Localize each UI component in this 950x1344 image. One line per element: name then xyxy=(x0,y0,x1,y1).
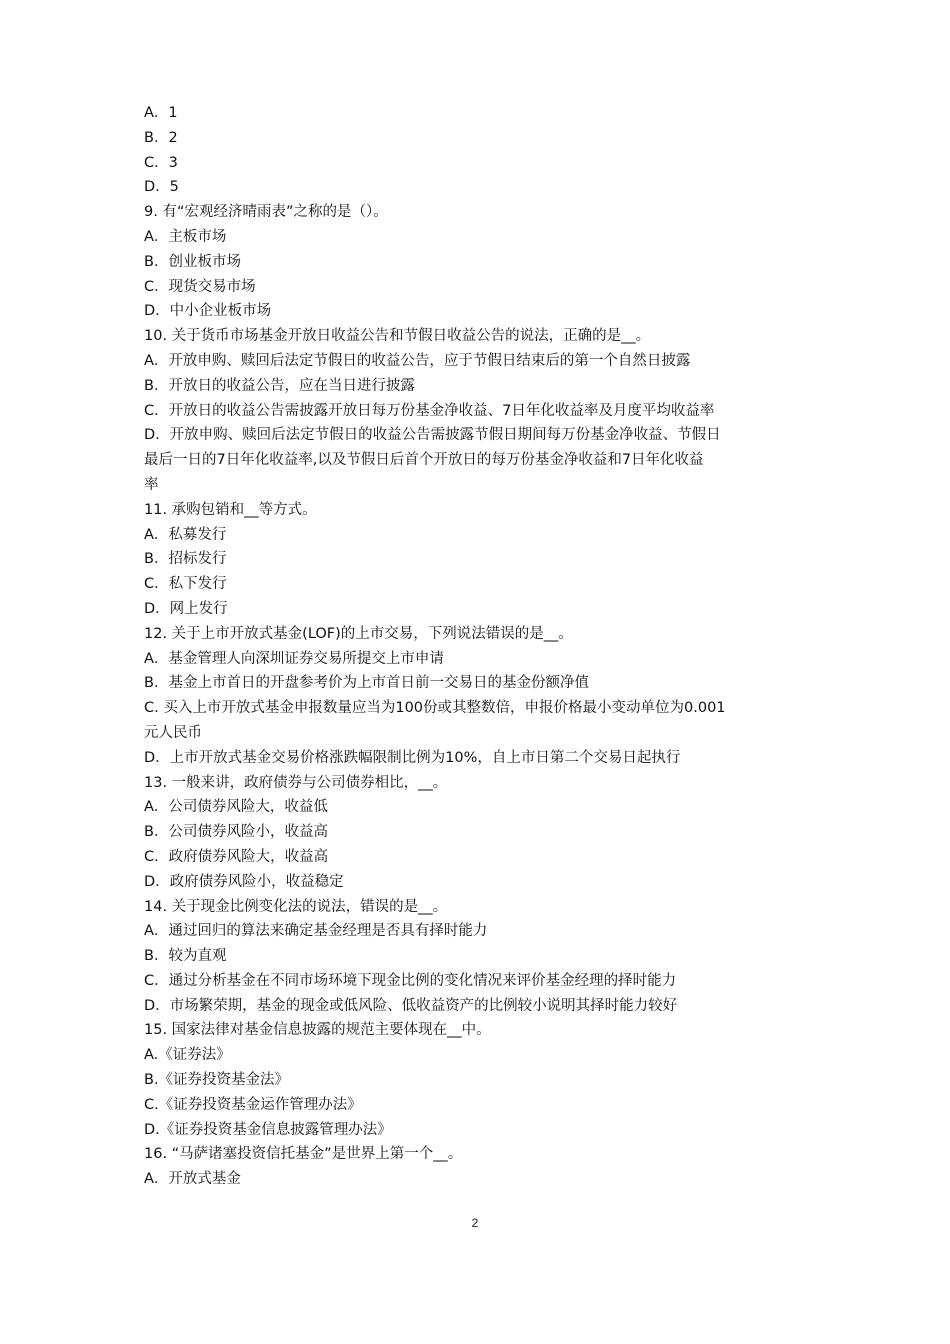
text-line: 10. 关于货币市场基金开放日收益公告和节假日收益公告的说法，正确的是__。 xyxy=(144,328,651,345)
text-line: B.《证券投资基金法》 xyxy=(144,1072,290,1089)
text-line: D．政府债券风险小，收益稳定 xyxy=(144,873,344,890)
text-line: A．通过回归的算法来确定基金经理是否具有择时能力 xyxy=(144,923,488,940)
text-line: B．2 xyxy=(144,129,178,146)
text-line: 12. 关于上市开放式基金(LOF)的上市交易，下列说法错误的是__。 xyxy=(144,625,573,642)
text-line: D.《证券投资基金信息披露管理办法》 xyxy=(144,1121,392,1138)
document-body xyxy=(144,101,812,1192)
text-line: C. 买入上市开放式基金申报数量应当为100份或其整数倍，申报价格最小变动单位为0.001 xyxy=(144,700,726,717)
text-line: A．开放申购、赎回后法定节假日的收益公告，应于节假日结束后的第一个自然日披露 xyxy=(144,352,691,369)
text-line: C．开放日的收益公告需披露开放日每万份基金净收益、7日年化收益率及月度平均收益率 xyxy=(144,402,715,419)
text-line: A．开放式基金 xyxy=(144,1171,241,1188)
text-line: 13. 一般来讲，政府债券与公司债券相比，__。 xyxy=(144,774,448,791)
text-line: D．网上发行 xyxy=(144,600,228,617)
text-line: 16. “马萨诸塞投资信托基金”是世界上第一个__。 xyxy=(144,1146,463,1163)
text-line: 11. 承购包销和__等方式。 xyxy=(144,501,317,518)
text-line: D．市场繁荣期，基金的现金或低风险、低收益资产的比例较小说明其择时能力较好 xyxy=(144,997,678,1014)
text-line: B．基金上市首日的开盘参考价为上市首日前一交易日的基金份额净值 xyxy=(144,675,589,692)
text-line: C．现货交易市场 xyxy=(144,278,256,295)
text-line: 元人民币 xyxy=(144,724,202,741)
text-line: C.《证券投资基金运作管理办法》 xyxy=(144,1096,362,1113)
text-line: B．招标发行 xyxy=(144,551,227,568)
text-line: A．主板市场 xyxy=(144,228,227,245)
text-line: B．开放日的收益公告，应在当日进行披露 xyxy=(144,377,415,394)
text-line: A．基金管理人向深圳证券交易所提交上市申请 xyxy=(144,650,444,667)
text-line: A．私募发行 xyxy=(144,526,227,543)
page-number: 2 xyxy=(471,1216,479,1230)
text-line: C．通过分析基金在不同市场环境下现金比例的变化情况来评价基金经理的择时能力 xyxy=(144,972,677,989)
text-line: A．1 xyxy=(144,105,178,121)
text-line: 9. 有“宏观经济晴雨表”之称的是（）。 xyxy=(144,204,388,221)
text-line: 最后一日的7日年化收益率,以及节假日后首个开放日的每万份基金净收益和7日年化收益 xyxy=(144,452,704,469)
text-line: B．公司债券风险小，收益高 xyxy=(144,824,328,841)
text-line: 率 xyxy=(144,476,159,493)
text-line: A.《证券法》 xyxy=(144,1047,231,1064)
text-line: D．5 xyxy=(144,179,179,196)
text-line: C．政府债券风险大，收益高 xyxy=(144,848,329,865)
text-line: D．中小企业板市场 xyxy=(144,303,272,320)
text-line: A．公司债券风险大，收益低 xyxy=(144,799,328,816)
text-line: D．上市开放式基金交易价格涨跌幅限制比例为10%，自上市日第二个交易日起执行 xyxy=(144,749,681,766)
text-line: B．较为直观 xyxy=(144,948,227,965)
text-line: C．3 xyxy=(144,154,178,171)
text-line: C．私下发行 xyxy=(144,576,227,593)
text-line: D．开放申购、赎回后法定节假日的收益公告需披露节假日期间每万份基金净收益、节假日 xyxy=(144,427,721,444)
text-line: 15. 国家法律对基金信息披露的规范主要体现在__中。 xyxy=(144,1022,491,1039)
text-line: B．创业板市场 xyxy=(144,253,241,270)
text-line: 14. 关于现金比例变化法的说法，错误的是__。 xyxy=(144,898,448,915)
